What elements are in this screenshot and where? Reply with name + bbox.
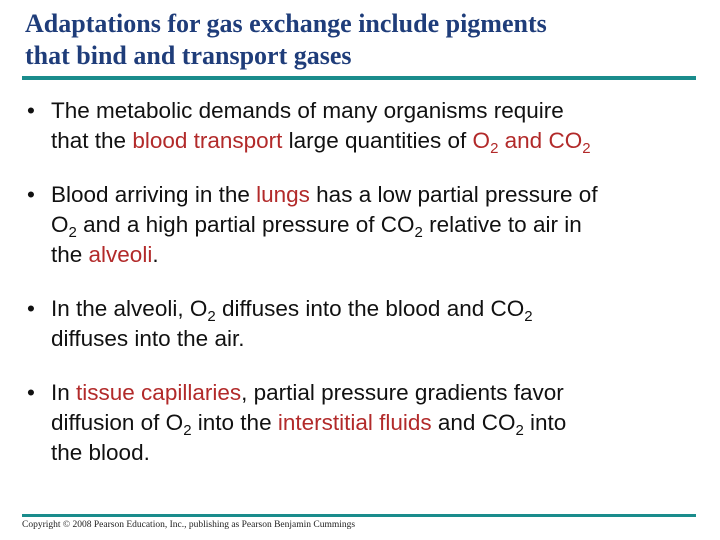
slide-title bbox=[25, 8, 705, 72]
bullet-line bbox=[51, 324, 687, 354]
o2-formula: $O_2$ bbox=[189, 296, 216, 325]
bullet-text: into bbox=[523, 410, 567, 435]
bullet-text: into the bbox=[191, 410, 278, 435]
bullet-line bbox=[51, 126, 687, 156]
bullet-dot-icon: • bbox=[27, 380, 35, 405]
co2-formula: $CO_2$ bbox=[481, 410, 524, 439]
co2-formula: $CO_2$ bbox=[548, 128, 591, 157]
bullet-line bbox=[51, 96, 687, 126]
bullet-line bbox=[51, 294, 687, 324]
bullet-line bbox=[51, 408, 687, 438]
bullet-item bbox=[27, 294, 687, 354]
bullet-line bbox=[51, 378, 687, 408]
bullet-text: and a high partial pressure of bbox=[76, 212, 381, 237]
slide-title-line-1: Adaptations for gas exchange include pigments bbox=[25, 9, 547, 38]
o2-formula: $O_2$ bbox=[165, 410, 192, 439]
bullet-line bbox=[51, 210, 687, 240]
slide-title-line-2: that bind and transport gases bbox=[25, 41, 352, 70]
highlight-term: alveoli bbox=[88, 242, 153, 267]
highlight-term: tissue capillaries bbox=[76, 380, 242, 405]
bullet-dot-icon: • bbox=[27, 296, 35, 321]
copyright-notice: Copyright © 2008 Pearson Education, Inc., publishing as Pearson Benjamin Cummings bbox=[22, 520, 356, 530]
bullet-text: The metabolic demands of many organisms require bbox=[51, 98, 564, 123]
footer-divider bbox=[22, 514, 696, 517]
bullet-text: . bbox=[152, 242, 159, 267]
bullet-text: In the alveoli, bbox=[51, 296, 190, 321]
bullet-text: and bbox=[431, 410, 482, 435]
bullet-text: diffuses into the blood and bbox=[215, 296, 491, 321]
bullet-line bbox=[51, 180, 687, 210]
co2-formula: $CO_2$ bbox=[380, 212, 423, 241]
bullet-text: Blood arriving in the bbox=[51, 182, 257, 207]
bullet-text: diffusion of bbox=[51, 410, 166, 435]
bullet-text: , partial pressure gradients favor bbox=[241, 380, 564, 405]
bullet-text: has a low partial pressure of bbox=[309, 182, 598, 207]
highlight-term: lungs bbox=[256, 182, 310, 207]
bullet-text: that the bbox=[51, 128, 133, 153]
bullet-text: the bbox=[51, 242, 89, 267]
title-divider bbox=[22, 76, 696, 80]
bullet-item bbox=[27, 180, 687, 270]
highlight-term: and bbox=[498, 128, 549, 153]
co2-formula: $CO_2$ bbox=[490, 296, 533, 325]
o2-formula: $O_2$ bbox=[472, 128, 499, 157]
o2-formula: $O_2$ bbox=[51, 212, 77, 241]
bullet-text: large quantities of bbox=[282, 128, 473, 153]
bullet-text: the blood. bbox=[51, 440, 150, 465]
bullet-text: diffuses into the air. bbox=[51, 326, 245, 351]
bullet-line bbox=[51, 240, 687, 270]
bullet-text: In bbox=[51, 380, 77, 405]
bullet-text: relative to air in bbox=[422, 212, 582, 237]
bullet-item bbox=[27, 378, 687, 468]
bullet-item bbox=[27, 96, 687, 156]
bullet-dot-icon: • bbox=[27, 182, 35, 207]
highlight-term: blood transport bbox=[132, 128, 283, 153]
bullet-line bbox=[51, 438, 687, 468]
bullet-dot-icon: • bbox=[27, 98, 35, 123]
highlight-term: interstitial fluids bbox=[277, 410, 432, 435]
